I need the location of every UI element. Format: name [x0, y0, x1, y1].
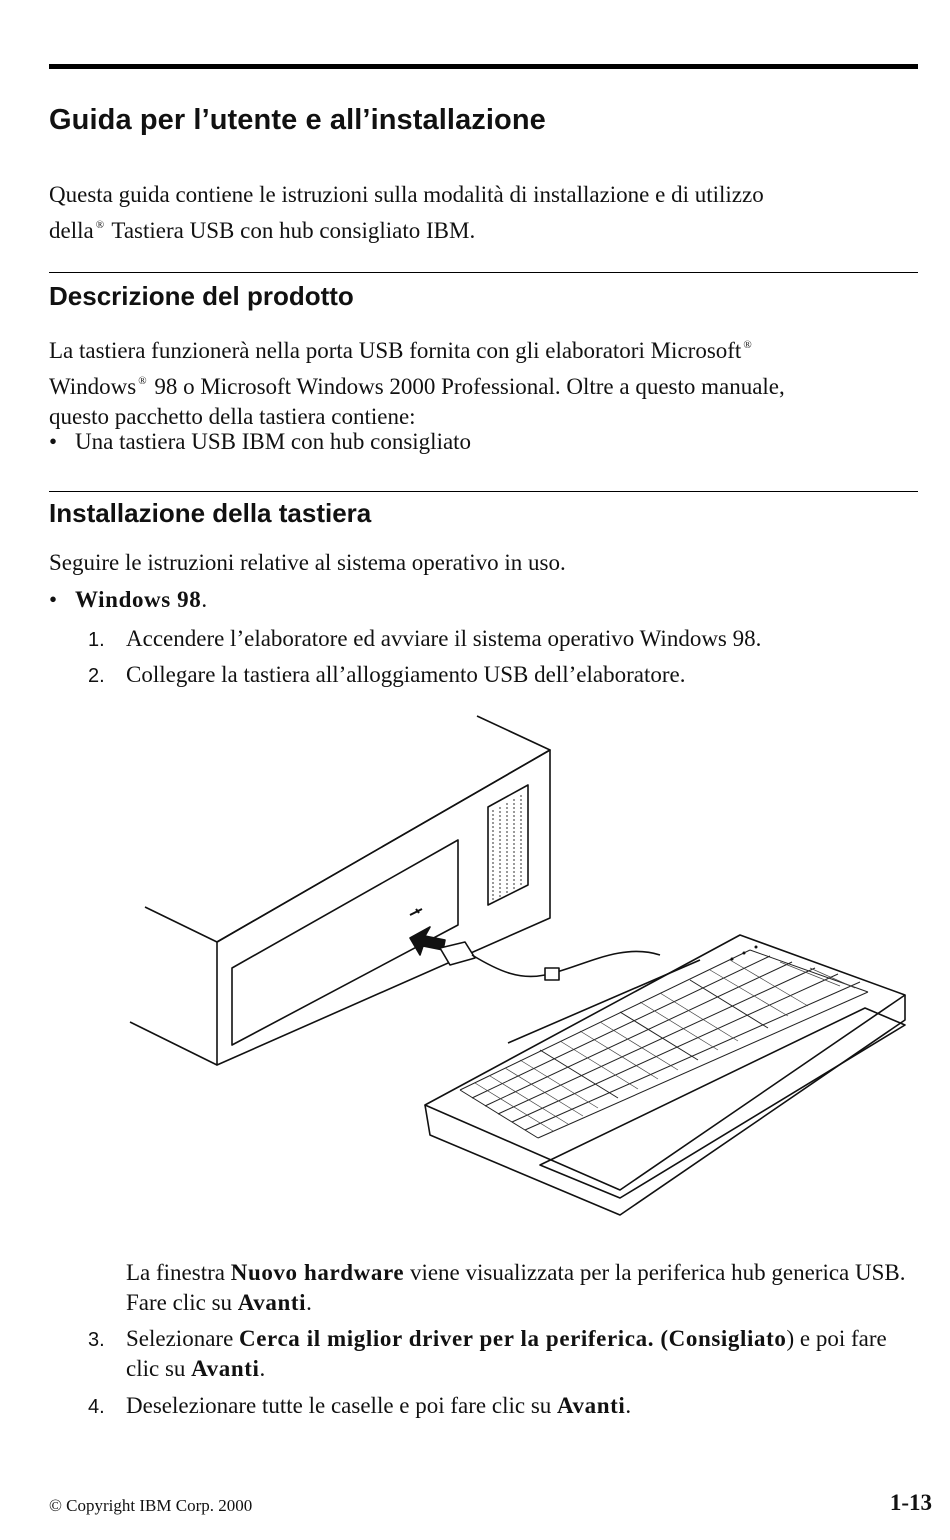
package-bullet-text: Una tastiera USB IBM con hub consigliato — [75, 429, 472, 454]
bullet-dot: • — [49, 429, 58, 454]
desc-line2: 98 o Microsoft Windows 2000 Professional. Oltre a questo manuale, — [154, 374, 785, 399]
step-number: 3. — [88, 1329, 105, 1351]
step-number: 4. — [88, 1396, 105, 1418]
registered-mark: ® — [743, 339, 752, 351]
new-hardware-label: Nuovo hardware — [230, 1260, 405, 1285]
step-number: 2. — [88, 665, 105, 687]
section-divider — [49, 272, 918, 273]
avanti-label: Avanti — [191, 1356, 260, 1381]
cable-ferrite — [545, 968, 559, 980]
step-3 — [88, 1324, 918, 1384]
description-paragraph — [49, 330, 919, 432]
text-span: viene visualizzata per la periferica hub generica USB. Fare clic su — [126, 1260, 906, 1315]
avanti-label: Avanti — [237, 1290, 307, 1315]
windows98-label: Windows 98 — [75, 587, 202, 612]
step-text: Collegare la tastiera all’alloggiamento USB dell’elaboratore. — [126, 662, 686, 687]
desc-windows: Windows — [49, 374, 137, 399]
computer-front-panel — [217, 750, 550, 1065]
step-4 — [88, 1391, 918, 1422]
installation-intro: Seguire le istruzioni relative al sistema operativo in uso. — [49, 550, 566, 575]
insert-arrow-icon — [410, 927, 445, 955]
intro-line2-a: della — [49, 218, 94, 243]
intro-line2-b: Tastiera USB con hub consigliato IBM. — [111, 218, 476, 243]
text-span: . — [625, 1393, 632, 1418]
step-1 — [88, 624, 918, 655]
usb-cable — [472, 951, 660, 976]
step-2 — [88, 660, 918, 691]
package-bullet — [49, 427, 471, 457]
section-heading-installation: Installazione della tastiera — [49, 498, 372, 528]
intro-line1: Questa guida contiene le istruzioni sulla modalità di installazione e di utilizzo — [49, 182, 764, 207]
keyboard-connection-illustration — [120, 710, 920, 1220]
vent-grille — [488, 785, 528, 905]
text-span: ) e poi fare clic su — [126, 1326, 887, 1381]
computer-top-edge — [145, 716, 550, 942]
vent-holes — [493, 795, 521, 900]
text-span: . — [306, 1290, 312, 1315]
section-heading-description: Descrizione del prodotto — [49, 281, 354, 311]
step-text — [126, 1324, 916, 1384]
usb-plug — [440, 942, 475, 965]
intro-paragraph — [49, 180, 919, 246]
text-span: Selezionare — [126, 1326, 234, 1351]
keyboard-body — [425, 935, 905, 1190]
text-span: . — [259, 1356, 266, 1381]
windows98-bullet — [49, 585, 207, 615]
desc-line3: questo pacchetto della tastiera contiene: — [49, 404, 416, 429]
bullet-dot: • — [49, 587, 58, 612]
new-hardware-paragraph — [126, 1258, 926, 1318]
step-text: Accendere l’elaboratore ed avviare il sistema operativo Windows 98. — [126, 626, 762, 651]
page-title: Guida per l’utente e all’installazione — [49, 104, 546, 136]
footer-copyright: © Copyright IBM Corp. 2000 — [49, 1496, 253, 1515]
desc-line1: La tastiera funzionerà nella porta USB fornita con gli elaboratori Microsoft — [49, 338, 742, 363]
step-text — [126, 1391, 916, 1421]
registered-mark: ® — [95, 219, 105, 231]
top-rule — [49, 64, 918, 69]
computer-bottom-edge — [130, 1022, 217, 1065]
bullet-suffix: . — [201, 587, 208, 612]
step-number: 1. — [88, 629, 105, 651]
page-number: 1-13 — [889, 1490, 932, 1515]
avanti-label: Avanti — [557, 1393, 626, 1418]
text-span: La finestra — [126, 1260, 225, 1285]
search-driver-label: Cerca il miglior driver per la periferica. (Consigliato — [239, 1326, 787, 1351]
registered-mark: ® — [138, 375, 147, 387]
section-divider — [49, 491, 918, 492]
text-span: Deselezionare tutte le caselle e poi fare clic su — [126, 1393, 552, 1418]
usb-port-icon — [410, 909, 422, 915]
